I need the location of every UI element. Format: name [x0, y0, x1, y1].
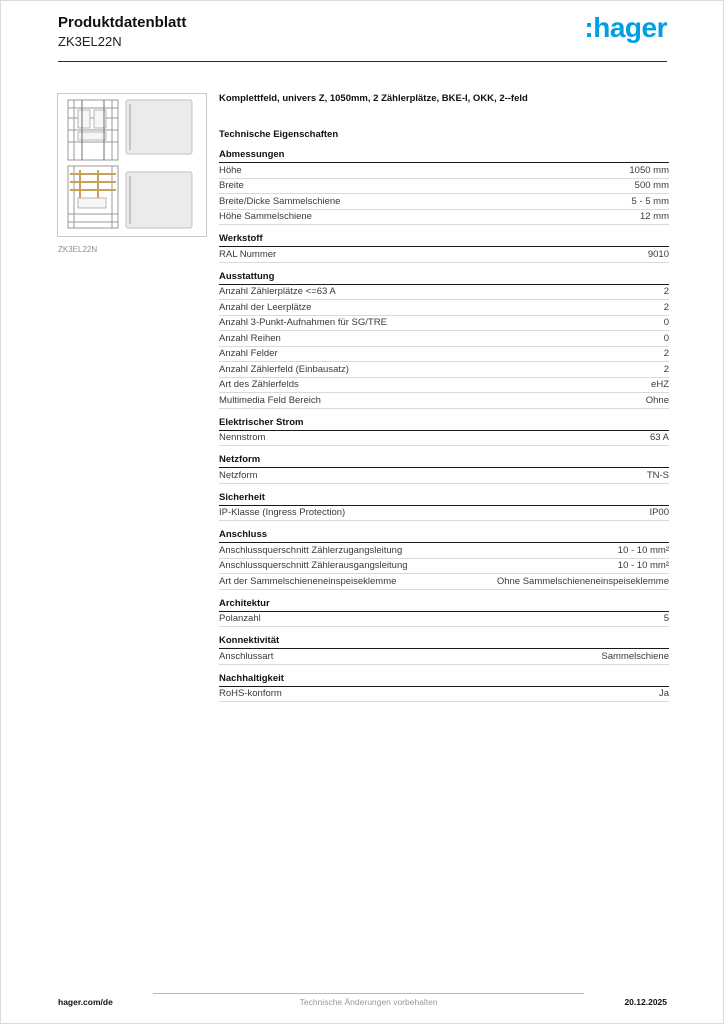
- spec-value: 5: [663, 613, 669, 624]
- section-title: Konnektivität: [219, 635, 669, 649]
- spec-row: [219, 506, 669, 522]
- spec-row: [219, 247, 669, 263]
- spec-label: Anzahl Felder: [219, 348, 278, 359]
- spec-value: 2: [663, 301, 669, 313]
- spec-value: 0: [663, 332, 669, 344]
- spec-label: Anschlussart: [219, 650, 274, 662]
- section-title: Anschluss: [219, 529, 669, 543]
- spec-section: [219, 529, 669, 590]
- footer: [58, 993, 667, 1007]
- section-title: Netzform: [219, 454, 669, 468]
- spec-value: 2: [663, 348, 669, 359]
- section-title: Nachhaltigkeit: [219, 673, 669, 687]
- spec-row: [219, 649, 669, 665]
- spec-row: [219, 574, 669, 590]
- spec-label: Anzahl Zählerplätze <=63 A: [219, 286, 336, 297]
- spec-section: [219, 635, 669, 665]
- product-code: ZK3EL22N: [58, 34, 122, 49]
- spec-value: Ohne: [645, 394, 669, 406]
- spec-row: [219, 393, 669, 409]
- spec-value: 5 - 5 mm: [631, 195, 669, 207]
- product-image-caption: ZK3EL22N: [58, 245, 98, 254]
- main-content: [219, 93, 669, 702]
- spec-row: [219, 431, 669, 447]
- section-title: Abmessungen: [219, 149, 669, 163]
- spec-row: [219, 612, 669, 628]
- spec-label: Höhe Sammelschiene: [219, 211, 312, 222]
- page-title: Produktdatenblatt: [58, 14, 187, 31]
- spec-section: [219, 598, 669, 628]
- spec-value: 10 - 10 mm²: [617, 560, 669, 571]
- header-divider: [58, 61, 667, 62]
- spec-label: Art der Sammelschieneneinspeiseklemme: [219, 575, 397, 587]
- spec-value: TN-S: [646, 469, 669, 481]
- spec-label: Anzahl 3-Punkt-Aufnahmen für SG/TRE: [219, 317, 387, 328]
- spec-row: [219, 210, 669, 226]
- spec-row: [219, 179, 669, 195]
- spec-label: Höhe: [219, 164, 242, 176]
- spec-row: [219, 362, 669, 378]
- spec-label: Anschlussquerschnitt Zählerzugangsleitung: [219, 544, 403, 556]
- spec-sections: [219, 149, 669, 702]
- section-title: Architektur: [219, 598, 669, 612]
- spec-value: 2: [663, 363, 669, 375]
- spec-value: 2: [663, 286, 669, 297]
- spec-section: [219, 492, 669, 522]
- spec-label: Breite: [219, 180, 244, 191]
- footer-disclaimer: Technische Änderungen vorbehalten: [153, 993, 585, 1007]
- spec-section: [219, 673, 669, 703]
- spec-label: Multimedia Feld Bereich: [219, 394, 321, 406]
- spec-section: [219, 417, 669, 447]
- spec-value: IP00: [649, 507, 669, 518]
- spec-value: Ja: [658, 688, 669, 699]
- spec-row: [219, 687, 669, 703]
- footer-website: hager.com/de: [58, 997, 113, 1007]
- section-title: Werkstoff: [219, 233, 669, 247]
- spec-label: Anschlussquerschnitt Zählerausgangsleitung: [219, 560, 408, 571]
- spec-label: Anzahl Zählerfeld (Einbausatz): [219, 363, 349, 375]
- spec-row: [219, 300, 669, 316]
- spec-label: RoHS-konform: [219, 688, 282, 699]
- spec-label: Netzform: [219, 469, 258, 481]
- spec-row: [219, 543, 669, 559]
- product-image: [58, 94, 206, 236]
- spec-label: Nennstrom: [219, 432, 266, 443]
- section-title: Ausstattung: [219, 271, 669, 285]
- spec-row: [219, 468, 669, 484]
- spec-label: Anzahl Reihen: [219, 332, 281, 344]
- product-image-box: [57, 93, 207, 237]
- spec-row: [219, 285, 669, 301]
- section-title: Sicherheit: [219, 492, 669, 506]
- spec-row: [219, 378, 669, 394]
- spec-value: 500 mm: [634, 180, 669, 191]
- product-description: Komplettfeld, univers Z, 1050mm, 2 Zählerplätze, BKE-I, OKK, 2--feld: [219, 93, 528, 104]
- spec-label: Polanzahl: [219, 613, 261, 624]
- hager-logo: :hager: [584, 12, 667, 43]
- tech-properties-heading: Technische Eigenschaften: [219, 129, 339, 140]
- spec-value: 12 mm: [639, 211, 669, 222]
- spec-value: 63 A: [649, 432, 669, 443]
- spec-section: [219, 454, 669, 484]
- spec-label: RAL Nummer: [219, 248, 277, 260]
- spec-value: 1050 mm: [629, 164, 669, 176]
- spec-label: IP-Klasse (Ingress Protection): [219, 507, 346, 518]
- header: [58, 14, 667, 60]
- spec-value: 9010: [647, 248, 669, 260]
- spec-row: [219, 163, 669, 179]
- footer-date: 20.12.2025: [624, 997, 667, 1007]
- section-title: Elektrischer Strom: [219, 417, 669, 431]
- spec-label: Art des Zählerfelds: [219, 379, 299, 390]
- spec-value: 0: [663, 317, 669, 328]
- spec-label: Breite/Dicke Sammelschiene: [219, 195, 341, 207]
- spec-value: eHZ: [651, 379, 669, 390]
- spec-row: [219, 559, 669, 575]
- spec-value: Ohne Sammelschieneneinspeiseklemme: [496, 575, 669, 587]
- spec-section: [219, 149, 669, 225]
- spec-row: [219, 194, 669, 210]
- spec-section: [219, 233, 669, 263]
- spec-value: Sammelschiene: [601, 650, 669, 662]
- spec-row: [219, 347, 669, 363]
- spec-row: [219, 316, 669, 332]
- spec-value: 10 - 10 mm²: [617, 544, 669, 556]
- spec-label: Anzahl der Leerplätze: [219, 301, 312, 313]
- spec-row: [219, 331, 669, 347]
- spec-section: [219, 271, 669, 409]
